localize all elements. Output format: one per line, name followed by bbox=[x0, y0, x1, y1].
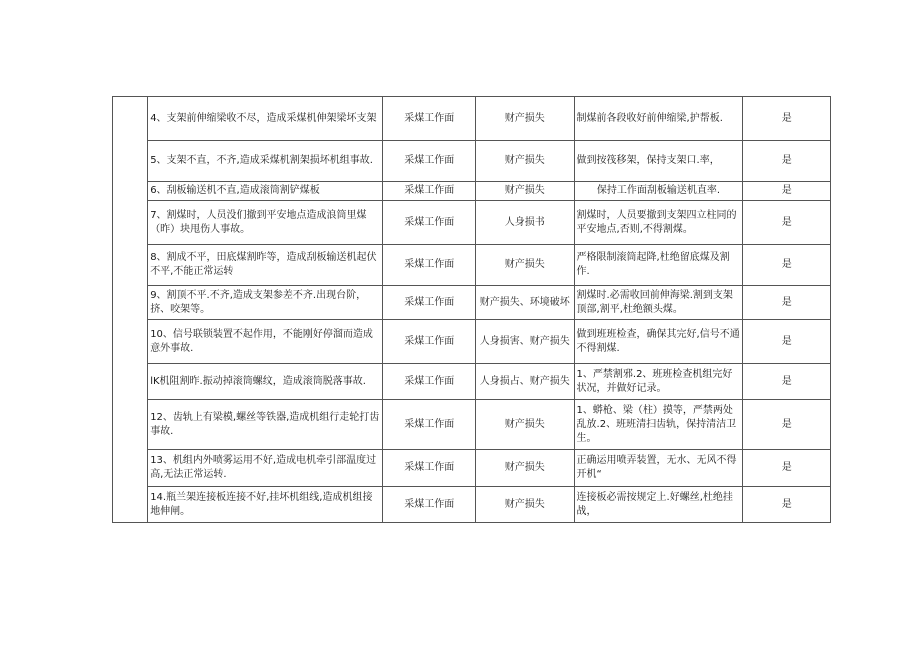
measure-cell: 制煤前各段收好前伸缩梁,护帮板. bbox=[574, 97, 743, 141]
table-row bbox=[113, 450, 831, 487]
place-cell: 采煤工作面 bbox=[383, 201, 476, 245]
flag-cell: 是 bbox=[743, 182, 831, 201]
hazard-cell: 6、刮板输送机不直,造成滚筒割铲煤板 bbox=[148, 182, 383, 201]
hazard-cell: 9、割顶不平.不齐,造成支架参差不齐.出现台阶，挤、咬架等。 bbox=[148, 286, 383, 320]
consequence-cell: 人身损害、财产损失 bbox=[475, 320, 574, 364]
hazard-cell: 4、支架前伸缩梁收不尽，造成采煤机伸架梁坏支架 bbox=[148, 97, 383, 141]
consequence-cell: 财产损失 bbox=[475, 245, 574, 286]
place-cell: 采煤工作面 bbox=[383, 400, 476, 450]
place-cell: 采煤工作面 bbox=[383, 286, 476, 320]
hazard-cell: 12、齿轨上有梁模,螺丝等铁器,造成机组行走轮打齿事故. bbox=[148, 400, 383, 450]
table-row bbox=[113, 286, 831, 320]
measure-cell: 做到按筏移架，保持支架口.率， bbox=[574, 141, 743, 182]
hazard-cell: 13、机组内外喷雾运用不好,造成电机牵引部温度过高,无法正常运转. bbox=[148, 450, 383, 487]
measure-cell: 保持工作面刮板输送机直率. bbox=[574, 182, 743, 201]
table-row bbox=[113, 201, 831, 245]
table-row bbox=[113, 141, 831, 182]
merged-blank-cell bbox=[113, 97, 148, 523]
place-cell: 采煤工作面 bbox=[383, 364, 476, 400]
measure-cell: 正确运用喷弄装置，无水、无风不得开机“ bbox=[574, 450, 743, 487]
hazard-cell: lK机阻割昨.振动掉滚筒螺纹，造成滚筒脱落事故. bbox=[148, 364, 383, 400]
table-row bbox=[113, 364, 831, 400]
table-row bbox=[113, 245, 831, 286]
table-row bbox=[113, 97, 831, 141]
place-cell: 采煤工作面 bbox=[383, 245, 476, 286]
consequence-cell: 财产损失 bbox=[475, 97, 574, 141]
measure-cell: 做到班班检查，确保其完好,信号不通不得割煤. bbox=[574, 320, 743, 364]
hazard-cell: 10、信号联锁装置不起作用，不能刚好停溜而造成意外事故. bbox=[148, 320, 383, 364]
hazard-cell: 5、支架不直，不齐,造成采煤机割架损坏机组事故. bbox=[148, 141, 383, 182]
table-row bbox=[113, 182, 831, 201]
hazard-cell: 14.瓶兰架连接板连接不好,挂坏机组线,造成机组接地伸闸。 bbox=[148, 487, 383, 523]
hazard-cell: 8、割成不平，田底煤割昨等，造成刮板输送机起伏不平,不能正常运转 bbox=[148, 245, 383, 286]
flag-cell: 是 bbox=[743, 320, 831, 364]
consequence-cell: 财产损失 bbox=[475, 141, 574, 182]
consequence-cell: 财产损失 bbox=[475, 450, 574, 487]
flag-cell: 是 bbox=[743, 286, 831, 320]
consequence-cell: 财产损失 bbox=[475, 182, 574, 201]
measure-cell: 1、严禁割邪.2、班班检查机组完好状况，并做好记录。 bbox=[574, 364, 743, 400]
measure-cell: 1、蟒枪、梁（柱）摸等，严禁两处乱放.2、班班清扫齿轨，保持清洁卫生。 bbox=[574, 400, 743, 450]
flag-cell: 是 bbox=[743, 400, 831, 450]
risk-table bbox=[112, 96, 831, 523]
measure-cell: 严格限制滚筒起降,杜绝留底煤及割作. bbox=[574, 245, 743, 286]
table-row bbox=[113, 487, 831, 523]
measure-cell: 割煤时.必需收回前伸海梁.割到支架顶部,割平,杜绝额头煤。 bbox=[574, 286, 743, 320]
flag-cell: 是 bbox=[743, 487, 831, 523]
table-row bbox=[113, 400, 831, 450]
flag-cell: 是 bbox=[743, 141, 831, 182]
flag-cell: 是 bbox=[743, 245, 831, 286]
flag-cell: 是 bbox=[743, 364, 831, 400]
place-cell: 采煤工作面 bbox=[383, 141, 476, 182]
flag-cell: 是 bbox=[743, 97, 831, 141]
measure-cell: 连接板必需按规定上.好螺丝,杜绝挂战， bbox=[574, 487, 743, 523]
consequence-cell: 人身损书 bbox=[475, 201, 574, 245]
consequence-cell: 人身损占、财产损失 bbox=[475, 364, 574, 400]
place-cell: 采煤工作面 bbox=[383, 182, 476, 201]
hazard-cell: 7、割煤时，人员没们撤到平安地点造成浪筒里煤（昨）块甩伤人事故。 bbox=[148, 201, 383, 245]
measure-cell: 割煤时，人员要撤到支架四立柱同的平安地点,否则,不得割煤。 bbox=[574, 201, 743, 245]
flag-cell: 是 bbox=[743, 450, 831, 487]
consequence-cell: 财产损失、环境破坏 bbox=[475, 286, 574, 320]
place-cell: 采煤工作面 bbox=[383, 450, 476, 487]
consequence-cell: 财产损失 bbox=[475, 400, 574, 450]
consequence-cell: 财产损失 bbox=[475, 487, 574, 523]
flag-cell: 是 bbox=[743, 201, 831, 245]
place-cell: 采煤工作面 bbox=[383, 487, 476, 523]
table-row bbox=[113, 320, 831, 364]
place-cell: 采煤工作面 bbox=[383, 320, 476, 364]
place-cell: 采煤工作面 bbox=[383, 97, 476, 141]
